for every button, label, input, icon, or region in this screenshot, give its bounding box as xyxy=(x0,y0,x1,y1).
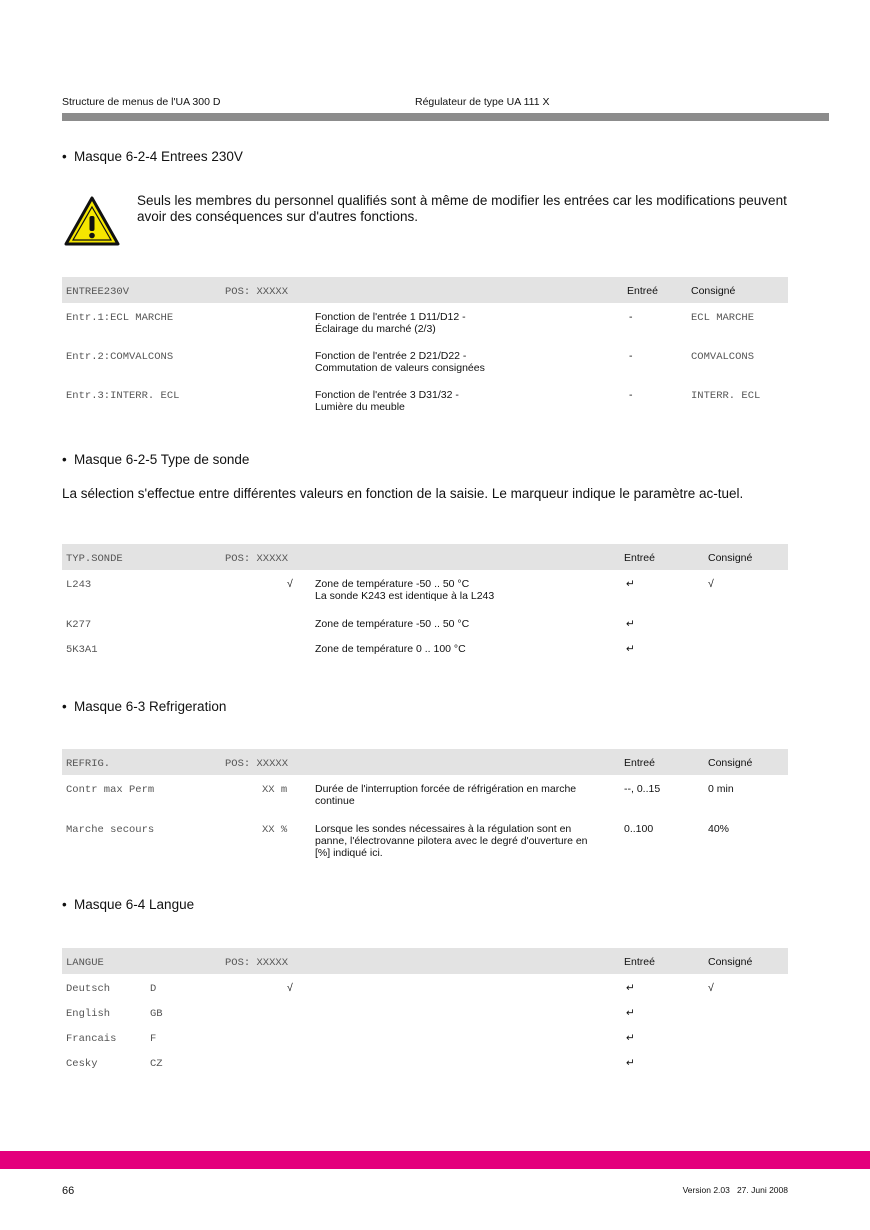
section-paragraph: La sélection s'effectue entre différentes valeurs en fonction de la saisie. Le marqueur indique le paramètre ac-tuel. xyxy=(62,486,744,501)
row-description xyxy=(315,783,620,807)
row-description xyxy=(315,823,620,859)
section-heading-langue xyxy=(62,897,194,912)
table-row xyxy=(62,974,788,999)
table-row xyxy=(62,775,788,815)
row-entree: 0..100 xyxy=(624,823,654,835)
desc-line: Zone de température -50 .. 50 °C xyxy=(315,578,470,590)
table-header xyxy=(62,277,788,303)
col-name: REFRIG. xyxy=(66,758,111,770)
row-entree: - xyxy=(629,350,633,362)
desc-line: Commutation de valeurs consignées xyxy=(315,362,485,374)
table-row xyxy=(62,303,788,342)
table-entrees xyxy=(62,277,788,420)
row-name: Francais xyxy=(66,1033,117,1045)
desc-line: La sonde K243 est identique à la L243 xyxy=(315,590,495,602)
col-consigne: Consigné xyxy=(708,757,753,769)
row-name: English xyxy=(66,1008,111,1020)
table-langue xyxy=(62,948,788,1074)
row-marker: √ xyxy=(287,578,293,590)
table-row xyxy=(62,1024,788,1049)
row-name: 5K3A1 xyxy=(66,644,98,656)
col-pos: POS: XXXXX xyxy=(225,553,289,565)
row-entree: ↵ xyxy=(626,1057,635,1069)
table-header xyxy=(62,948,788,974)
footer-accent-bar xyxy=(0,1151,870,1169)
table-header xyxy=(62,749,788,775)
row-unit: XX m xyxy=(262,784,288,796)
section-heading-refrigeration xyxy=(62,699,226,714)
row-name: Entr.2:COMVALCONS xyxy=(66,351,174,363)
col-name: LANGUE xyxy=(66,957,104,969)
section-heading-sonde xyxy=(62,452,249,467)
row-consigne: COMVALCONS xyxy=(691,351,755,363)
row-entree: ↵ xyxy=(626,982,635,994)
row-entree: ↵ xyxy=(626,1007,635,1019)
col-name: ENTREE230V xyxy=(66,286,130,298)
row-entree: ↵ xyxy=(626,618,635,630)
table-row xyxy=(62,381,788,420)
row-name: L243 xyxy=(66,579,92,591)
section-title: Masque 6-4 Langue xyxy=(74,897,195,912)
col-consigne: Consigné xyxy=(691,285,736,297)
warning-icon xyxy=(64,196,120,246)
col-entree: Entreé xyxy=(624,757,655,769)
desc-line: [%] indiqué ici. xyxy=(315,847,383,859)
desc-line: Zone de température 0 .. 100 °C xyxy=(315,643,466,655)
col-entree: Entreé xyxy=(624,552,655,564)
row-name: Entr.3:INTERR. ECL xyxy=(66,390,180,402)
row-name: Entr.1:ECL MARCHE xyxy=(66,312,174,324)
table-row xyxy=(62,570,788,610)
row-consigne: √ xyxy=(708,982,714,994)
desc-line: Durée de l'interruption forcée de réfrigération en marche xyxy=(315,783,577,795)
page-number: 66 xyxy=(62,1185,75,1197)
row-entree: - xyxy=(629,311,633,323)
table-row xyxy=(62,342,788,381)
row-code: CZ xyxy=(150,1058,163,1070)
row-marker: √ xyxy=(287,982,293,994)
bullet: • xyxy=(62,897,67,912)
warning-text: Seuls les membres du personnel qualifiés sont à même de modifier les entrées car les modifications peuvent avoir des conséquences sur d'autres fonctions. xyxy=(137,193,787,224)
section-title: Masque 6-3 Refrigeration xyxy=(74,699,227,714)
section-title: Masque 6-2-5 Type de sonde xyxy=(74,452,250,467)
row-code: D xyxy=(150,983,157,995)
table-row xyxy=(62,815,788,865)
desc-line: Fonction de l'entrée 1 D11/D12 - xyxy=(315,311,466,323)
row-unit: XX % xyxy=(262,824,288,836)
row-description xyxy=(315,618,469,630)
row-entree: ↵ xyxy=(626,578,635,590)
desc-line: Lorsque les sondes nécessaires à la régulation sont en xyxy=(315,823,572,835)
col-consigne: Consigné xyxy=(708,956,753,968)
row-consigne: √ xyxy=(708,578,714,590)
row-entree: - xyxy=(629,389,633,401)
desc-line: panne, l'électrovanne pilotera avec le degré d'ouverture en xyxy=(315,835,588,847)
row-consigne: 0 min xyxy=(708,783,734,795)
row-consigne: INTERR. ECL xyxy=(691,390,761,402)
table-header xyxy=(62,544,788,570)
row-description xyxy=(315,350,485,374)
bullet: • xyxy=(62,699,67,714)
row-name: Cesky xyxy=(66,1058,98,1070)
desc-line: Zone de température -50 .. 50 °C xyxy=(315,618,470,630)
section-heading-entrees xyxy=(62,149,243,164)
row-description xyxy=(315,578,494,602)
section-title: Masque 6-2-4 Entrees 230V xyxy=(74,149,243,164)
table-refrigeration xyxy=(62,749,788,865)
col-pos: POS: XXXXX xyxy=(225,758,289,770)
desc-line: Éclairage du marché (2/3) xyxy=(315,323,436,335)
desc-line: continue xyxy=(315,795,355,807)
table-row xyxy=(62,635,788,660)
desc-line: Lumière du meuble xyxy=(315,401,405,413)
row-code: GB xyxy=(150,1008,163,1020)
row-name: Marche secours xyxy=(66,824,155,836)
row-entree: ↵ xyxy=(626,1032,635,1044)
col-consigne: Consigné xyxy=(708,552,753,564)
row-entree: --, 0..15 xyxy=(624,783,661,795)
col-name: TYP.SONDE xyxy=(66,553,123,565)
col-pos: POS: XXXXX xyxy=(225,286,289,298)
row-description xyxy=(315,311,466,335)
table-row xyxy=(62,1049,788,1074)
row-consigne: 40% xyxy=(708,823,730,835)
row-consigne: ECL MARCHE xyxy=(691,312,755,324)
row-code: F xyxy=(150,1033,157,1045)
bullet: • xyxy=(62,452,67,467)
row-entree: ↵ xyxy=(626,643,635,655)
table-row xyxy=(62,610,788,635)
row-name: Contr max Perm xyxy=(66,784,155,796)
desc-line: Fonction de l'entrée 2 D21/D22 - xyxy=(315,350,467,362)
header-right: Régulateur de type UA 111 X xyxy=(415,96,550,108)
row-description xyxy=(315,643,466,655)
bullet: • xyxy=(62,149,67,164)
col-entree: Entreé xyxy=(624,956,655,968)
col-pos: POS: XXXXX xyxy=(225,957,289,969)
version-info: Version 2.03 27. Juni 2008 xyxy=(682,1185,788,1195)
header-left: Structure de menus de l'UA 300 D xyxy=(62,96,221,108)
row-description xyxy=(315,389,459,413)
desc-line: Fonction de l'entrée 3 D31/32 - xyxy=(315,389,459,401)
table-sonde xyxy=(62,544,788,660)
header-divider xyxy=(62,113,829,121)
row-name: K277 xyxy=(66,619,92,631)
row-name: Deutsch xyxy=(66,983,111,995)
table-row xyxy=(62,999,788,1024)
col-entree: Entreé xyxy=(627,285,658,297)
